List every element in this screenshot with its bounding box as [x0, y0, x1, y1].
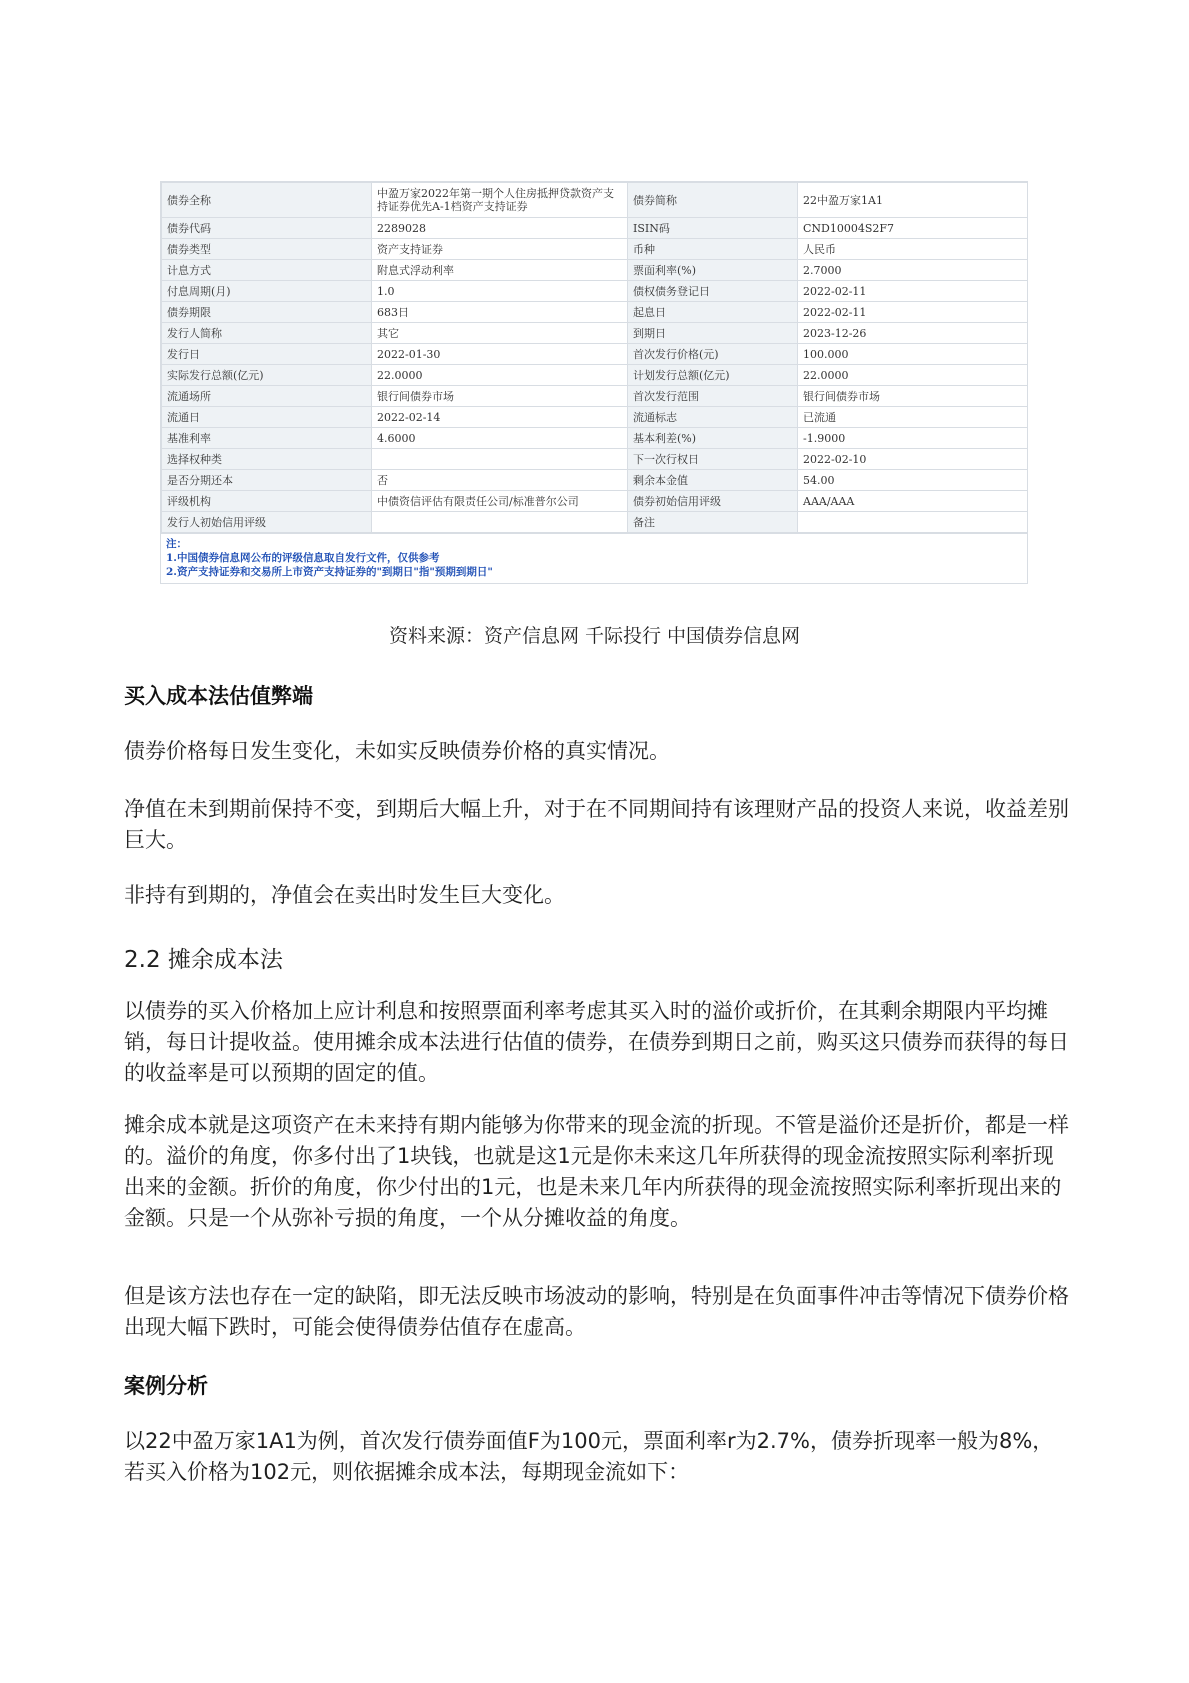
field-label: 起息日 [628, 302, 798, 323]
field-label: 债券代码 [162, 218, 372, 239]
field-value: 2022-02-11 [798, 302, 1028, 323]
bond-table-notes [161, 533, 1027, 583]
field-label: 备注 [628, 512, 798, 533]
field-value: CND10004S2F7 [798, 218, 1028, 239]
paragraph: 净值在未到期前保持不变，到期后大幅上升，对于在不同期间持有该理财产品的投资人来说，收益差别巨大。 [124, 797, 1069, 852]
field-value: 2.7000 [798, 260, 1028, 281]
field-value: 其它 [372, 323, 628, 344]
field-value: 54.00 [798, 470, 1028, 491]
field-value: 22中盈万家1A1 [798, 183, 1028, 218]
field-value: 22.0000 [372, 365, 628, 386]
field-value: 已流通 [798, 407, 1028, 428]
field-value: 100.000 [798, 344, 1028, 365]
field-label: 剩余本金值 [628, 470, 798, 491]
paragraph: 以22中盈万家1A1为例，首次发行债券面值F为100元，票面利率r为2.7%，债券折现率一般为8%，若买入价格为102元，则依据摊余成本法，每期现金流如下： [124, 1429, 1054, 1484]
table-row [162, 344, 1028, 365]
field-value [372, 449, 628, 470]
note-line: 2.资产支持证券和交易所上市资产支持证券的"到期日"指"预期到期日" [166, 566, 493, 578]
field-value: 2289028 [372, 218, 628, 239]
section-heading-buy-cost: 买入成本法估值弊端 [124, 684, 313, 708]
paragraph: 但是该方法也存在一定的缺陷，即无法反映市场波动的影响，特别是在负面事件冲击等情况下债券价格出现大幅下跌时，可能会使得债券估值存在虚高。 [124, 1284, 1069, 1339]
field-value: 人民币 [798, 239, 1028, 260]
field-label: 币种 [628, 239, 798, 260]
table-row [162, 365, 1028, 386]
field-label: 发行人简称 [162, 323, 372, 344]
table-row [162, 428, 1028, 449]
bond-info-figure [160, 181, 1028, 584]
field-value: 4.6000 [372, 428, 628, 449]
field-label: 流通标志 [628, 407, 798, 428]
table-row [162, 239, 1028, 260]
table-row [162, 491, 1028, 512]
table-row [162, 281, 1028, 302]
field-label: 付息周期(月) [162, 281, 372, 302]
field-value [798, 512, 1028, 533]
field-label: 首次发行范围 [628, 386, 798, 407]
table-row [162, 386, 1028, 407]
field-value: 中盈万家2022年第一期个人住房抵押贷款资产支持证券优先A-1档资产支持证券 [372, 183, 628, 218]
field-label: 基准利率 [162, 428, 372, 449]
figure-caption: 资料来源：资产信息网 千际投行 中国债券信息网 [388, 625, 801, 647]
field-label: 流通场所 [162, 386, 372, 407]
field-label: 评级机构 [162, 491, 372, 512]
table-row [162, 183, 1028, 218]
table-row [162, 449, 1028, 470]
field-value: 银行间债券市场 [372, 386, 628, 407]
field-label: 是否分期还本 [162, 470, 372, 491]
field-value: -1.9000 [798, 428, 1028, 449]
paragraph: 以债券的买入价格加上应计利息和按照票面利率考虑其买入时的溢价或折价，在其剩余期限内平均摊销，每日计提收益。使用摊余成本法进行估值的债券，在债券到期日之前，购买这只债券而获得的每日的收益率是可以预期的固定的值。 [124, 999, 1069, 1085]
field-value: 2022-02-10 [798, 449, 1028, 470]
field-label: 首次发行价格(元) [628, 344, 798, 365]
paragraph: 债券价格每日发生变化，未如实反映债券价格的真实情况。 [124, 739, 670, 763]
field-label: 债券期限 [162, 302, 372, 323]
field-value: 银行间债券市场 [798, 386, 1028, 407]
field-label: 发行人初始信用评级 [162, 512, 372, 533]
table-row [162, 323, 1028, 344]
table-row [162, 218, 1028, 239]
section-heading-case-study: 案例分析 [124, 1374, 208, 1398]
paragraph: 摊余成本就是这项资产在未来持有期内能够为你带来的现金流的折现。不管是溢价还是折价，都是一样的。溢价的角度，你多付出了1块钱，也就是这1元是你未来这几年所获得的现金流按照实际利率折现出来的金额。折价的角度，你少付出的1元，也是未来几年内所获得的现金流按照实际利率折现出来的金额。只是一个从弥补亏损的角度，一个从分摊收益的角度。 [124, 1113, 1069, 1230]
table-row [162, 512, 1028, 533]
field-value: 1.0 [372, 281, 628, 302]
field-label: 计划发行总额(亿元) [628, 365, 798, 386]
field-value: 资产支持证券 [372, 239, 628, 260]
table-row [162, 470, 1028, 491]
field-label: 债权债务登记日 [628, 281, 798, 302]
note-line: 1.中国债券信息网公布的评级信息取自发行文件，仅供参考 [166, 552, 440, 564]
field-value: 2022-01-30 [372, 344, 628, 365]
note-title: 注： [166, 538, 187, 550]
section-heading-amortized-cost: 2.2 摊余成本法 [124, 947, 283, 973]
field-label: 基本利差(%) [628, 428, 798, 449]
field-label: 计息方式 [162, 260, 372, 281]
field-label: 债券类型 [162, 239, 372, 260]
field-label: 债券初始信用评级 [628, 491, 798, 512]
table-row [162, 302, 1028, 323]
field-label: 下一次行权日 [628, 449, 798, 470]
field-value: 2022-02-11 [798, 281, 1028, 302]
field-label: 债券简称 [628, 183, 798, 218]
bond-info-table [161, 182, 1028, 533]
field-label: 选择权种类 [162, 449, 372, 470]
field-value: 22.0000 [798, 365, 1028, 386]
field-value: 附息式浮动利率 [372, 260, 628, 281]
field-value: 2023-12-26 [798, 323, 1028, 344]
field-label: 到期日 [628, 323, 798, 344]
field-label: 实际发行总额(亿元) [162, 365, 372, 386]
field-label: ISIN码 [628, 218, 798, 239]
field-label: 票面利率(%) [628, 260, 798, 281]
field-value: 中债资信评估有限责任公司/标准普尔公司 [372, 491, 628, 512]
field-value: 683日 [372, 302, 628, 323]
field-label: 发行日 [162, 344, 372, 365]
field-value: AAA/AAA [798, 491, 1028, 512]
field-value: 否 [372, 470, 628, 491]
table-row [162, 407, 1028, 428]
field-value: 2022-02-14 [372, 407, 628, 428]
field-label: 流通日 [162, 407, 372, 428]
field-label: 债券全称 [162, 183, 372, 218]
paragraph: 非持有到期的，净值会在卖出时发生巨大变化。 [124, 883, 565, 907]
table-row [162, 260, 1028, 281]
field-value [372, 512, 628, 533]
